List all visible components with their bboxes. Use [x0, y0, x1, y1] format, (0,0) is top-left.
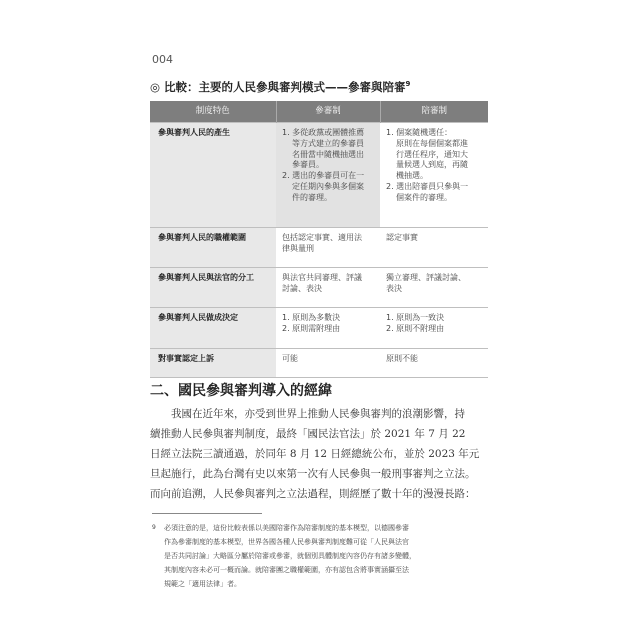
cell-line: 量候選人到庭，再隨 [396, 160, 468, 170]
peishen-cell [380, 268, 488, 308]
cell-line: 1. 原則為多數決 [282, 313, 341, 322]
cell-line: 件的審理。 [292, 192, 332, 202]
cell-line: 2. 選出的參審員可在一 [282, 171, 365, 181]
footnote-line: 規範之「適用法律」者。 [164, 580, 241, 588]
cell-line: 名冊當中隨機抽選出 [292, 149, 364, 159]
peishen-cell [380, 228, 488, 268]
table-row [150, 308, 488, 349]
sanshen-cell [276, 308, 380, 349]
body-paragraph [150, 404, 490, 504]
cell-line: 原則在每個個案都進 [396, 138, 468, 148]
cell-line: 原則不能 [386, 354, 418, 363]
cell-line: 2. 原則需附理由 [282, 323, 341, 333]
footnote-divider [152, 513, 262, 514]
footnote-mark: 9 [152, 524, 156, 531]
table-header-row [150, 101, 488, 123]
footnote-line: 必須注意的是，這份比較表係以美國陪審作為陪審制度的基本模型，以德國參審 [164, 524, 409, 532]
cell-line: 1. 多從政黨或團體推薦 [282, 128, 365, 137]
sanshen-cell [276, 268, 380, 308]
row-label: 參與審判人民的產生 [150, 123, 276, 228]
comparison-table [150, 101, 488, 378]
header-feature: 制度特色 [150, 101, 276, 123]
section-title-text: ◎ 比較：主要的人民參與審判模式——參審與陪審 [150, 80, 406, 94]
cell-line: 定任期內參與多個案 [292, 181, 364, 191]
cell-line: 與法官共同審理、評議 [282, 273, 362, 282]
cell-line: 可能 [282, 354, 298, 363]
footnote-line: 作為參審制度的基本模型，世界各國各種人民參與審判制度難可從「人民與法官 [164, 538, 409, 546]
peishen-cell [380, 123, 488, 228]
sanshen-cell [276, 123, 380, 228]
page-number: 004 [152, 53, 173, 66]
cell-line: 個案件的審理。 [396, 192, 452, 202]
table-row [150, 268, 488, 308]
footnote-line: 是否共同討論」大略區分屬於陪審或參審，就個別具體制度內容仍存有諸多變體， [164, 552, 416, 560]
paragraph-line: 日經立法院三讀通過，於同年 8 月 12 日經總統公布，並於 2023 年元 [150, 448, 480, 460]
paragraph-line: 旦起施行，此為台灣有史以來第一次有人民參與一般刑事審判之立法。 [150, 468, 476, 480]
row-label: 參與審判人民的職權範圍 [150, 228, 276, 268]
section-heading: 二、國民參與審判導入的經緯 [150, 383, 332, 399]
cell-line: 等方式建立的參審員 [292, 138, 364, 148]
row-label: 參與審判人民做成決定 [150, 308, 276, 349]
cell-line: 2. 選出陪審員只參與一 [386, 181, 469, 191]
cell-line: 2. 原則不附理由 [386, 323, 445, 333]
footnote-line: 其制度內容未必可一概而論。就陪審團之職權範圍，亦有認包含將事實涵攝至法 [164, 566, 409, 574]
cell-line: 1. 個案隨機選任： [386, 128, 453, 137]
peishen-cell [380, 308, 488, 349]
cell-line: 行選任程序，通知大 [396, 149, 468, 159]
paragraph-line: 而向前追溯，人民參與審判之立法過程，則經歷了數十年的漫漫長路： [150, 488, 476, 500]
paragraph-line: 我國在近年來，亦受到世界上推動人民參與審判的浪潮影響，持 [150, 408, 465, 420]
cell-line: 表決 [386, 283, 402, 293]
paragraph-line: 續推動人民參與審判制度，最終「國民法官法」於 2021 年 7 月 22 [150, 428, 466, 440]
cell-line: 獨立審理、評議討論、 [386, 273, 466, 282]
table-row [150, 228, 488, 268]
sanshen-cell [276, 349, 380, 378]
row-label: 對事實認定上訴 [150, 349, 276, 378]
footnote-reference: 9 [405, 80, 411, 89]
peishen-cell [380, 349, 488, 378]
cell-line: 機抽選。 [396, 171, 428, 181]
cell-line: 討論、表決 [282, 283, 322, 293]
row-label: 參與審判人民與法官的分工 [150, 268, 276, 308]
section-title [150, 79, 410, 95]
table-row [150, 349, 488, 378]
sanshen-cell [276, 228, 380, 268]
header-peishen: 陪審制 [380, 101, 488, 123]
footnote [152, 521, 490, 591]
header-sanshen: 參審制 [276, 101, 380, 123]
table-row [150, 123, 488, 228]
cell-line: 包括認定事實、適用法 [282, 233, 362, 242]
cell-line: 認定事實 [386, 233, 418, 242]
cell-line: 參審員。 [292, 160, 324, 170]
cell-line: 律與量刑 [282, 243, 314, 253]
cell-line: 1. 原則為一致決 [386, 313, 445, 322]
